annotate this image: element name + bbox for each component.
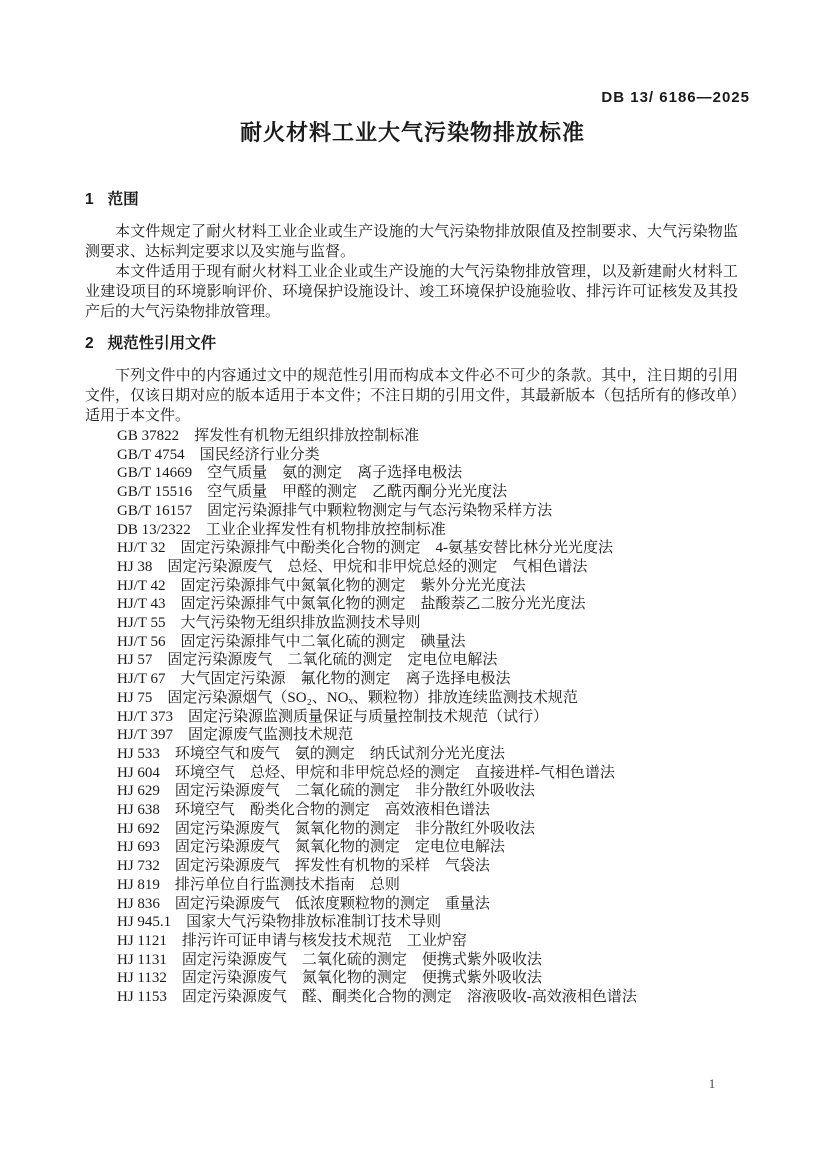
section-2-title: 规范性引用文件 — [107, 335, 217, 352]
section-2-number: 2 — [85, 335, 94, 352]
reference-item: HJ 945.1 国家大气污染物排放标准制订技术导则 — [117, 914, 442, 931]
section-2-heading — [85, 331, 738, 353]
reference-item: HJ 57 固定污染源废气 二氧化硫的测定 定电位电解法 — [117, 652, 498, 669]
reference-item: HJ 732 固定污染源废气 挥发性有机物的采样 气袋法 — [117, 858, 490, 875]
reference-item: GB/T 15516 空气质量 甲醛的测定 乙酰丙酮分光光度法 — [117, 484, 508, 501]
reference-item: HJ 836 固定污染源废气 低浓度颗粒物的测定 重量法 — [117, 895, 490, 912]
normative-references-list — [85, 427, 745, 1007]
reference-item: HJ/T 42 固定污染源排气中氮氧化物的测定 紫外分光光度法 — [117, 577, 526, 594]
reference-item: HJ 533 环境空气和废气 氨的测定 纳氏试剂分光光度法 — [117, 745, 505, 762]
reference-item: HJ 1153 固定污染源废气 醛、酮类化合物的测定 溶液吸收-高效液相色谱法 — [117, 989, 637, 1006]
section-1-body — [85, 222, 738, 322]
section-1-title: 范围 — [107, 191, 139, 208]
reference-item: GB/T 16157 固定污染源排气中颗粒物测定与气态污染物采样方法 — [117, 502, 553, 519]
section-1-heading — [85, 187, 738, 209]
references-intro-paragraph: 下列文件中的内容通过文中的规范性引用而构成本文件必不可少的条款。其中，注日期的引用文件，仅该日期对应的版本适用于本文件；不注日期的引用文件，其最新版本（包括所有的修改单）适用于本文件。 — [85, 368, 738, 424]
section-2-body — [85, 366, 738, 426]
reference-item: HJ 629 固定污染源废气 二氧化硫的测定 非分散红外吸收法 — [117, 783, 535, 800]
reference-item: HJ 638 环境空气 酚类化合物的测定 高效液相色谱法 — [117, 802, 490, 819]
reference-item: HJ 819 排污单位自行监测技术指南 总则 — [117, 876, 400, 893]
reference-item: HJ 1132 固定污染源废气 氮氧化物的测定 便携式紫外吸收法 — [117, 970, 542, 987]
reference-item: HJ 1131 固定污染源废气 二氧化硫的测定 便携式紫外吸收法 — [117, 951, 542, 968]
reference-item: HJ/T 43 固定污染源排气中氮氧化物的测定 盐酸萘乙二胺分光光度法 — [117, 596, 586, 613]
reference-item: GB/T 14669 空气质量 氨的测定 离子选择电极法 — [117, 465, 463, 482]
reference-item: DB 13/2322 工业企业挥发性有机物排放控制标准 — [117, 521, 446, 538]
reference-item: HJ 693 固定污染源废气 氮氧化物的测定 定电位电解法 — [117, 839, 505, 856]
reference-item: GB/T 4754 国民经济行业分类 — [117, 446, 320, 463]
reference-item: HJ 604 环境空气 总烃、甲烷和非甲烷总烃的测定 直接进样-气相色谱法 — [117, 764, 615, 781]
reference-item: HJ/T 67 大气固定污染源 氟化物的测定 离子选择电极法 — [117, 671, 511, 688]
reference-item: HJ/T 397 固定源废气监测技术规范 — [117, 727, 353, 744]
page-number: 1 — [708, 1076, 716, 1091]
reference-item: HJ 1121 排污许可证申请与核发技术规范 工业炉窑 — [117, 932, 467, 949]
reference-item: HJ 38 固定污染源废气 总烃、甲烷和非甲烷总烃的测定 气相色谱法 — [117, 558, 588, 575]
reference-item: HJ/T 32 固定污染源排气中酚类化合物的测定 4-氨基安替比林分光光度法 — [117, 540, 613, 557]
reference-item: HJ/T 56 固定污染源排气中二氧化硫的测定 碘量法 — [117, 633, 466, 650]
reference-item: GB 37822 挥发性有机物无组织排放控制标准 — [117, 428, 420, 444]
reference-item: HJ/T 55 大气污染物无组织排放监测技术导则 — [117, 615, 421, 632]
section-1-number: 1 — [85, 191, 94, 208]
scope-paragraph-2: 本文件适用于现有耐火材料工业企业或生产设施的大气污染物排放管理，以及新建耐火材料工业建设项目的环境影响评价、环境保护设施设计、竣工环境保护设施验收、排污许可证核发及其投产后的大气污染物排放管理。 — [85, 264, 738, 320]
reference-item: HJ 75 固定污染源烟气（SO₂、NOₓ、颗粒物）排放连续监测技术规范 — [117, 689, 578, 706]
scope-paragraph-1: 本文件规定了耐火材料工业企业或生产设施的大气污染物排放限值及控制要求、大气污染物监测要求、达标判定要求以及实施与监督。 — [85, 224, 738, 260]
standard-code: DB 13/ 6186—2025 — [601, 89, 750, 106]
reference-item: HJ/T 373 固定污染源监测质量保证与质量控制技术规范（试行） — [117, 708, 548, 725]
document-title: 耐火材料工业大气污染物排放标准 — [239, 120, 585, 145]
reference-item: HJ 692 固定污染源废气 氮氧化物的测定 非分散红外吸收法 — [117, 820, 535, 837]
